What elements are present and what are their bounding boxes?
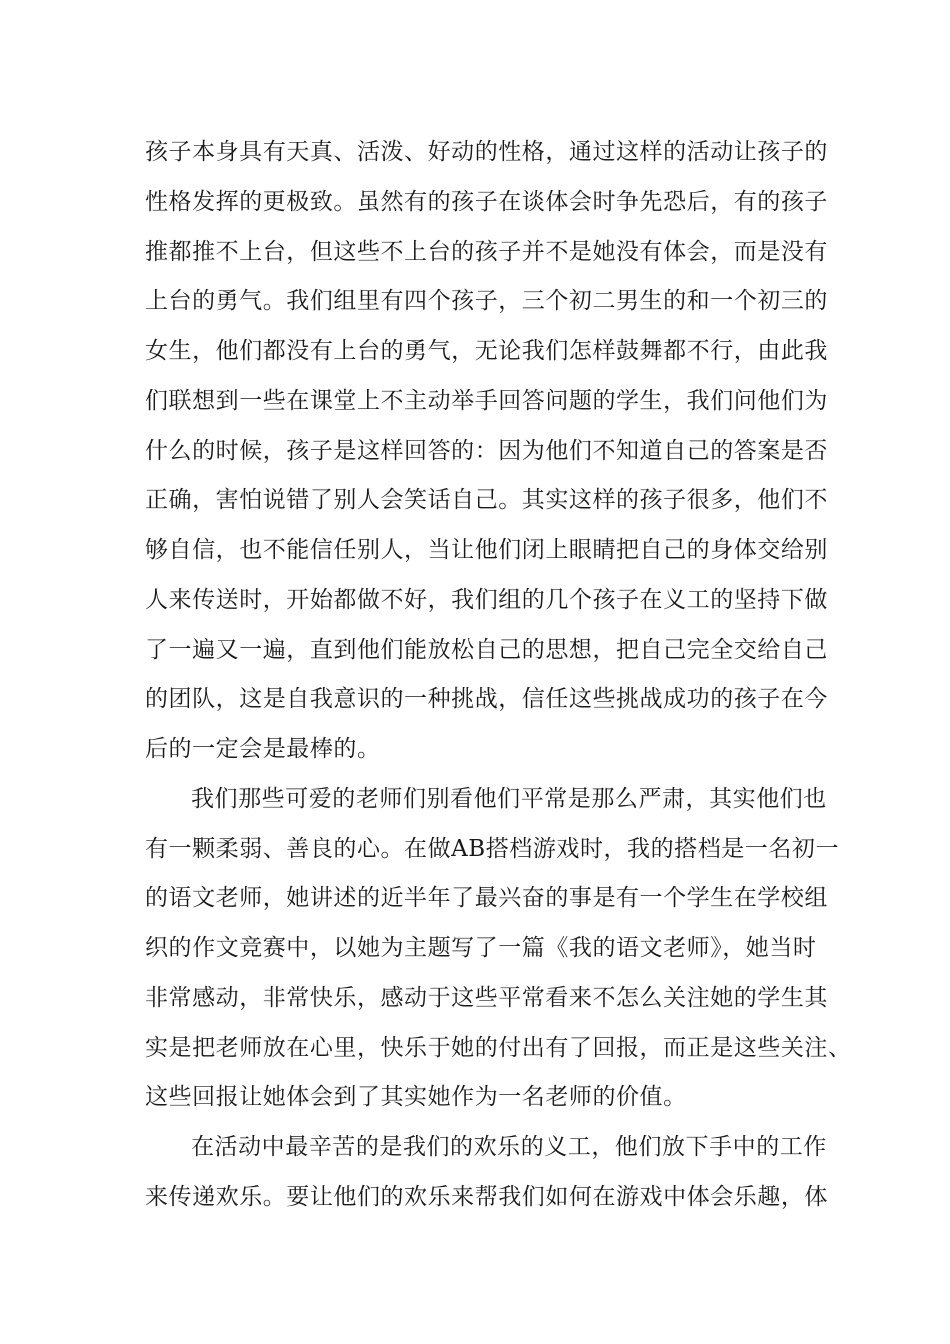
paragraph-1 xyxy=(145,134,835,781)
text-line: 什么的时候，孩子是这样回答的：因为他们不知道自己的答案是否 xyxy=(145,437,828,464)
text-line: 正确，害怕说错了别人会笑话自己。其实这样的孩子很多，他们不 xyxy=(145,487,828,514)
text-line: 实是把老师放在心里，快乐于她的付出有了回报，而正是这些关注、 xyxy=(145,1034,852,1061)
document-body xyxy=(145,134,852,1229)
text-line: 织的作文竞赛中，以她为主题写了一篇《我的语文老师》，她当时 xyxy=(145,935,817,961)
text-line: 人来传送时，开始都做不好，我们组的几个孩子在义工的坚持下做 xyxy=(145,586,828,613)
text-line: 们联想到一些在课堂上不主动举手回答问题的学生，我们问他们为 xyxy=(145,387,828,414)
text-line: 够自信，也不能信任别人，当让他们闭上眼睛把自己的身体交给别 xyxy=(145,537,828,563)
text-line: 了一遍又一遍，直到他们能放松自己的思想，把自己完全交给自己 xyxy=(145,636,828,663)
text-line: 孩子本身具有天真、活泼、好动的性格，通过这样的活动让孩子的 xyxy=(145,139,828,165)
text-line: 的语文老师，她讲述的近半年了最兴奋的事是有一个学生在学校组 xyxy=(145,885,828,912)
text-line-indented: 在活动中最辛苦的是我们的欢乐的义工，他们放下手中的工作 xyxy=(191,1134,827,1160)
text-line: 上台的勇气。我们组里有四个孩子，三个初二男生的和一个初三的 xyxy=(145,288,828,315)
text-line-indented: 我们那些可爱的老师们别看他们平常是那么严肃，其实他们也 xyxy=(191,785,827,812)
paragraph-3 xyxy=(145,1129,835,1229)
text-line: 有一颗柔弱、善良的心。在做AB搭档游戏时，我的搭档是一名初一 xyxy=(145,835,840,862)
text-line: 的团队，这是自我意识的一种挑战，信任这些挑战成功的孩子在今 xyxy=(145,686,828,713)
paragraph-2 xyxy=(145,781,852,1129)
text-line: 推都推不上台，但这些不上台的孩子并不是她没有体会，而是没有 xyxy=(145,238,828,265)
text-line: 女生，他们都没有上台的勇气，无论我们怎样鼓舞都不行，由此我 xyxy=(145,338,828,364)
text-line: 这些回报让她体会到了其实她作为一名老师的价值。 xyxy=(145,1084,687,1111)
text-line: 后的一定会是最棒的。 xyxy=(145,736,381,762)
text-line: 性格发挥的更极致。虽然有的孩子在谈体会时争先恐后，有的孩子 xyxy=(145,188,828,215)
text-line: 来传递欢乐。要让他们的欢乐来帮我们如何在游戏中体会乐趣，体 xyxy=(145,1183,828,1210)
text-line: 非常感动，非常快乐，感动于这些平常看来不怎么关注她的学生其 xyxy=(145,984,828,1011)
